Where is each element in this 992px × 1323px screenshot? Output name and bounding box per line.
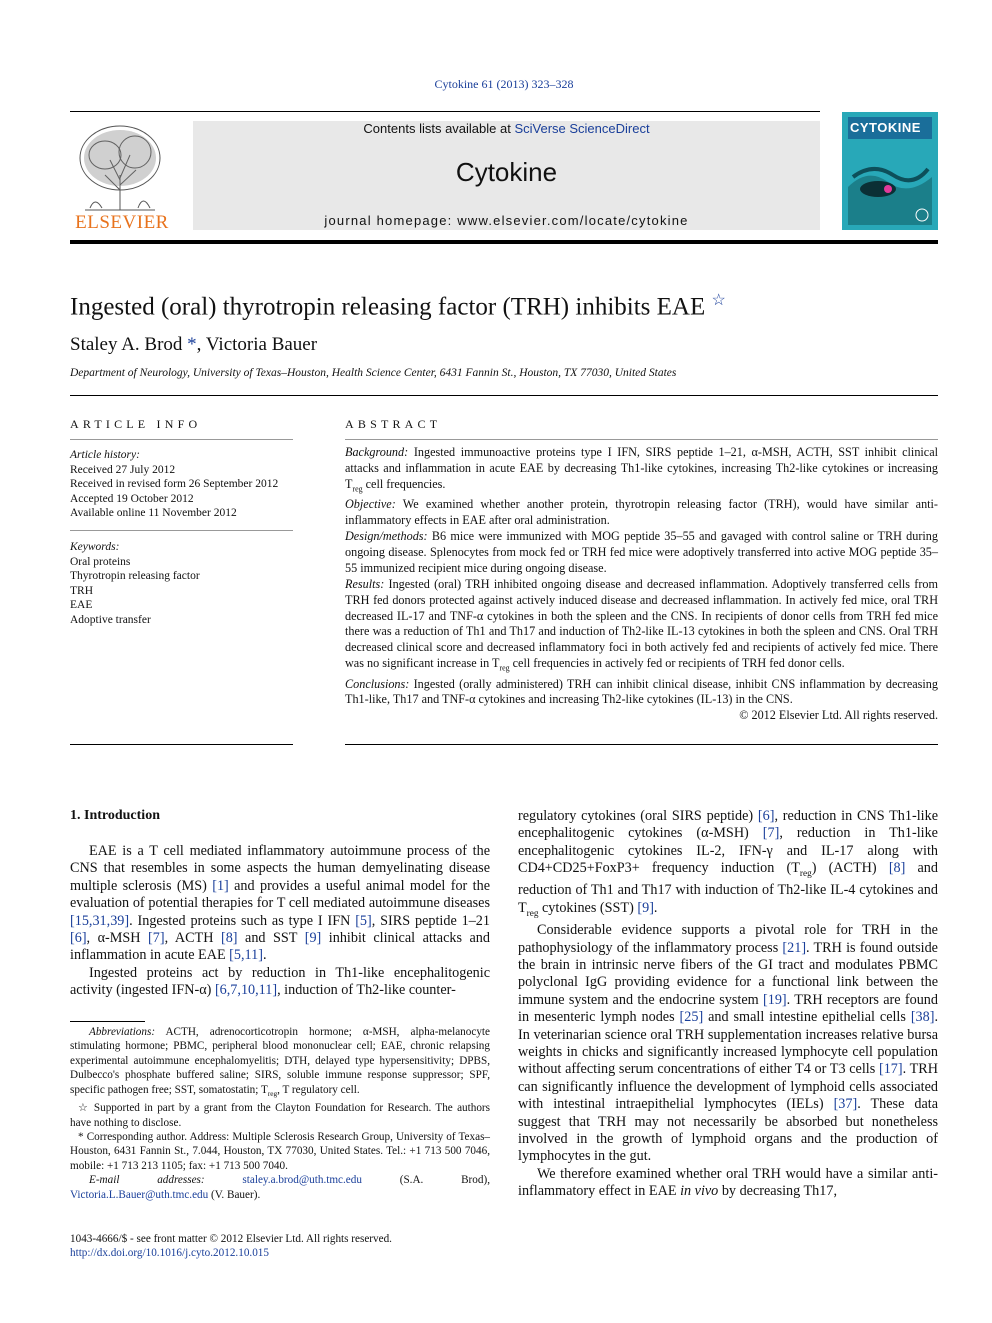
keywords (70, 540, 300, 628)
citation-link[interactable]: [7] (148, 930, 165, 947)
footnote-funding: ☆ Supported in part by a grant from the Clayton Foundation for Research. The authors have nothing to disclose. (70, 1102, 491, 1129)
treg-subscript: reg (499, 663, 510, 673)
citation-link[interactable]: [1] (212, 877, 229, 894)
citation-link[interactable]: [21] (782, 939, 807, 956)
background-text-end: cell frequencies. (362, 476, 446, 491)
intro-paragraph-4: We therefore examined whether oral TRH would have a similar anti-inflammatory effect in EAE in vivo by decreasing Th17, (518, 1165, 938, 1200)
journal-name: Cytokine (455, 157, 558, 187)
header-top-rule (70, 111, 820, 112)
journal-homepage[interactable]: journal homepage: www.elsevier.com/locate/cytokine (324, 213, 689, 228)
journal-banner (193, 121, 820, 230)
citation-link[interactable]: [15,31,39] (70, 912, 130, 929)
citation-link[interactable]: [8] (220, 930, 238, 947)
abstract-results (345, 577, 938, 677)
keyword-item: Thyrotropin releasing factor (70, 570, 200, 583)
footnote-rule (70, 1021, 145, 1022)
history-rule (70, 530, 293, 531)
sciencedirect-link[interactable]: SciVerse ScienceDirect (514, 121, 650, 136)
design-label: Design/methods: (345, 528, 428, 543)
background-text: Ingested immunoactive proteins type I IFN, SIRS peptide 1–21, α-MSH, ACTH, SST inhibit clinical attacks and inflammation in acute EAE by decreasing Th1-like cytokines, increasing Th2-like cytokines or increasing T (345, 445, 938, 491)
intro-paragraph-3: Considerable evidence supports a pivotal role for TRH in the pathophysiology of the inflammatory process [21]. TRH is found outside the brain in intrinsic nerve fibers of the GI tract and modulates PBMC polyclonal IgG providing evidence for a functional link between the immune system and the endocrine system [19]. TRH receptors are found in mesenteric lymph nodes [25] and small intestine epithelial cells [38]. In veterinarian science oral TRH supplementation increases relative bursa weights in chicks and significantly increased lymphocyte cell population without affecting serum concentrations of either T4 or T3 cells [17]. TRH can significantly influence the development of lymphoid cells associated with intestinal intraepithelial lymphocytes (IELs) [37]. These data suggest that TRH may not necessarily be absorbed but nonetheless involved in the growth of lymphoid organs and the production of lymphocytes in the gut. (518, 922, 939, 1165)
copyright: © 2012 Elsevier Ltd. All rights reserved. (739, 708, 938, 723)
abstract-conclusions (345, 677, 938, 709)
results-text: Ingested (oral) TRH inhibited ongoing disease and decreased inflammation. Adoptively transferred cells from TRH fed donors protected against actively induced disease and decreased inflammation. In actively fed mice, oral TRH decreased IL-17 and TNF-α cytokines in both the spleen and the CNS. In recipients of donor cells from TRH fed mice there was a reduction of Th1 and Th17 and induction of Th2-like IL-13 cytokines in both the spleen and CNS. Oral TRH decreased clinical score and decreased inflammatory foci in both actively fed and recipients of actively fed mice. There was no significant increase in T (345, 576, 938, 671)
abstract-body (345, 445, 938, 724)
citation-link[interactable]: [17] (878, 1061, 903, 1078)
contents-line (193, 121, 820, 136)
design-text: B6 mice were immunized with MOG peptide 35–55 and gavaged with control saline or TRH during ongoing disease. Splenocytes from mock fed or TRH fed mice were adoptively transferred into active MOG peptide 35–55 immunized recipient mice during ongoing disease. (345, 528, 938, 575)
conclusions-text: Ingested (orally administered) TRH can inhibit clinical disease, inhibit CNS inflammation by decreasing Th1-like, Th17 and TNF-α cytokines and increasing Th2-like cytokines (IL-13) in the CNS. (345, 676, 938, 707)
title-footnote-star[interactable]: ☆ (711, 292, 726, 309)
abstract-rule (345, 439, 938, 440)
results-label: Results: (345, 576, 385, 591)
abstract-heading: ABSTRACT (345, 417, 442, 431)
background-label: Background: (345, 445, 409, 459)
intro-paragraph-2-continued: regulatory cytokines (oral SIRS peptide) [6], reduction in CNS Th1-like encephalitogenic cytokines (α-MSH) [7], reduction in Th1-like encephalitogenic cytokines IL-2, IFN-γ and IL-17 along with CD4+CD25+FoxP3+ frequency induction $(T_{reg})$ (ACTH) [8] and reduction of Th1 and Th17 with induction of Th2-like IL-4 cytokines and $T_{reg}$ cytokines (SST) [9]. (518, 808, 938, 918)
article-info-bottom-rule (70, 744, 293, 745)
history-label: Article history: (70, 449, 140, 461)
footnote-asterisk-mark: * (78, 1131, 84, 1144)
objective-label: Objective: (345, 497, 396, 512)
elsevier-wordmark: ELSEVIER (75, 212, 169, 233)
left-column (70, 843, 490, 1000)
history-revised: Received in revised form 26 September 2012 (70, 478, 279, 491)
title-text: Ingested (oral) thyrotropin releasing factor (TRH) inhibits EAE (70, 293, 706, 321)
abstract-background (345, 445, 938, 497)
citation-link[interactable]: [5,11] (229, 947, 263, 964)
keyword-item: TRH (70, 584, 93, 597)
journal-reference-link[interactable]: Cytokine 61 (2013) 323–328 (434, 77, 574, 91)
email-link-bauer[interactable]: Victoria.L.Bauer@uth.tmc.edu (70, 1188, 209, 1201)
author-list (70, 334, 317, 356)
email-link-brod[interactable]: staley.a.brod@uth.tmc.edu (242, 1174, 362, 1187)
elsevier-logo (70, 120, 174, 232)
abstract-bottom-rule (345, 744, 938, 745)
author-1: Staley A. Brod (70, 334, 183, 355)
history-accepted: Accepted 19 October 2012 (70, 492, 194, 505)
footnote-emails: E-mail addresses: staley.a.brod@uth.tmc.edu (S.A. Brod), Victoria.L.Bauer@uth.tmc.edu (V. Bauer). (70, 1174, 490, 1201)
citation-link[interactable]: [6] (757, 808, 775, 824)
objective-text: We examined whether another protein, thyrotropin releasing factor (TRH), would have similar anti-inflammatory effects in EAE after oral administration. (345, 497, 938, 528)
author-2: , Victoria Bauer (196, 334, 318, 355)
section-heading-introduction: 1. Introduction (70, 808, 160, 823)
history-online: Available online 11 November 2012 (70, 507, 237, 520)
contents-prefix: Contents lists available at (363, 121, 515, 136)
citation-link[interactable]: [6,7,10,11] (214, 982, 278, 999)
right-column (518, 808, 938, 1201)
citation-link[interactable]: [38] (910, 1009, 935, 1026)
doi-link[interactable]: http://dx.doi.org/10.1016/j.cyto.2012.10.015 (70, 1247, 269, 1260)
article-info-rule (70, 439, 293, 440)
results-text-end: cell frequencies in actively fed or recipients of TRH fed donor cells. (509, 656, 845, 671)
citation-link[interactable]: [5] (355, 912, 372, 929)
corresponding-author-mark[interactable]: * (187, 334, 197, 355)
journal-cover-image (842, 112, 938, 230)
issn-line: 1043-4666/$ - see front matter © 2012 Elsevier Ltd. All rights reserved. (70, 1233, 392, 1245)
citation-link[interactable]: [7] (762, 825, 780, 842)
footnotes (70, 1025, 490, 1202)
article-history (70, 448, 300, 521)
intro-paragraph-2: Ingested proteins act by reduction in Th1-like encephalitogenic activity (ingested IFN-α) [6,7,10,11], induction of Th2-like counter- (70, 964, 490, 999)
title-bottom-rule (70, 395, 938, 396)
article-info-heading: ARTICLE INFO (70, 417, 202, 431)
footnote-abbreviations: Abbreviations: ACTH, adrenocorticotropin hormone; α-MSH, alpha-melanocyte stimulating hormone; PBMC, peripheral blood mononuclear cell; EAE, chronic relapsing experimental autoimmune encephalomyelitis; DTH, delayed type hypersensitivity; DPBS, Dulbecco's phosphate buffered saline; SIRS, soluble immune response suppressor; SPF, specific pathogen free; SST, somatostatin; $T_{reg}$, T regulatory cell. (70, 1026, 490, 1098)
header-bottom-rule (70, 240, 938, 244)
citation-link[interactable]: [8] (888, 860, 906, 877)
footnote-corresponding: * Corresponding author. Address: Multiple Sclerosis Research Group, University of Texas–Houston, 6431 Fannin St., 7.044, Houston, TX 77030, United States. Tel.: +1 713 500 7046, mobile: +1 713 213 1105; fax: +1 713 500 7040. (70, 1131, 491, 1172)
citation-link[interactable]: [25] (679, 1009, 704, 1026)
treg-subscript: reg (352, 484, 363, 494)
cover-title: CYTOKINE (850, 120, 921, 135)
citation-link[interactable]: [9] (304, 930, 322, 947)
keyword-item: EAE (70, 599, 93, 612)
abstract-objective (345, 497, 938, 529)
citation-link[interactable]: [6] (70, 930, 87, 947)
citation-link[interactable]: [9] (637, 899, 654, 916)
affiliation: Department of Neurology, University of Texas–Houston, Health Science Center, 6431 Fannin St., Houston, TX 77030, United States (70, 367, 677, 379)
history-received: Received 27 July 2012 (70, 463, 176, 476)
intro-paragraph-1: EAE is a T cell mediated inflammatory autoimmune process of the CNS that resembles in some aspects the human demyelinating disease multiple sclerosis (MS) [1] and provides a useful animal model for the evaluation of potential therapies for T cell mediated autoimmune diseases [15,31,39]. Ingested proteins such as type I IFN [5], SIRS peptide 1–21 [6], α-MSH [7], ACTH [8] and SST [9] inhibit clinical attacks and inflammation in acute EAE [5,11]. (70, 843, 490, 964)
citation-link[interactable]: [19] (763, 991, 787, 1008)
keyword-item: Adoptive transfer (70, 613, 151, 626)
footnote-star-mark: ☆ (78, 1102, 90, 1115)
article-title (70, 290, 726, 321)
abstract-design (345, 529, 938, 577)
citation-link[interactable]: [37] (833, 1096, 858, 1113)
conclusions-label: Conclusions: (345, 676, 410, 691)
bottom-meta (70, 1232, 392, 1261)
keyword-item: Oral proteins (70, 555, 131, 568)
cover-art-icon (848, 147, 932, 225)
keywords-label: Keywords: (70, 541, 120, 553)
